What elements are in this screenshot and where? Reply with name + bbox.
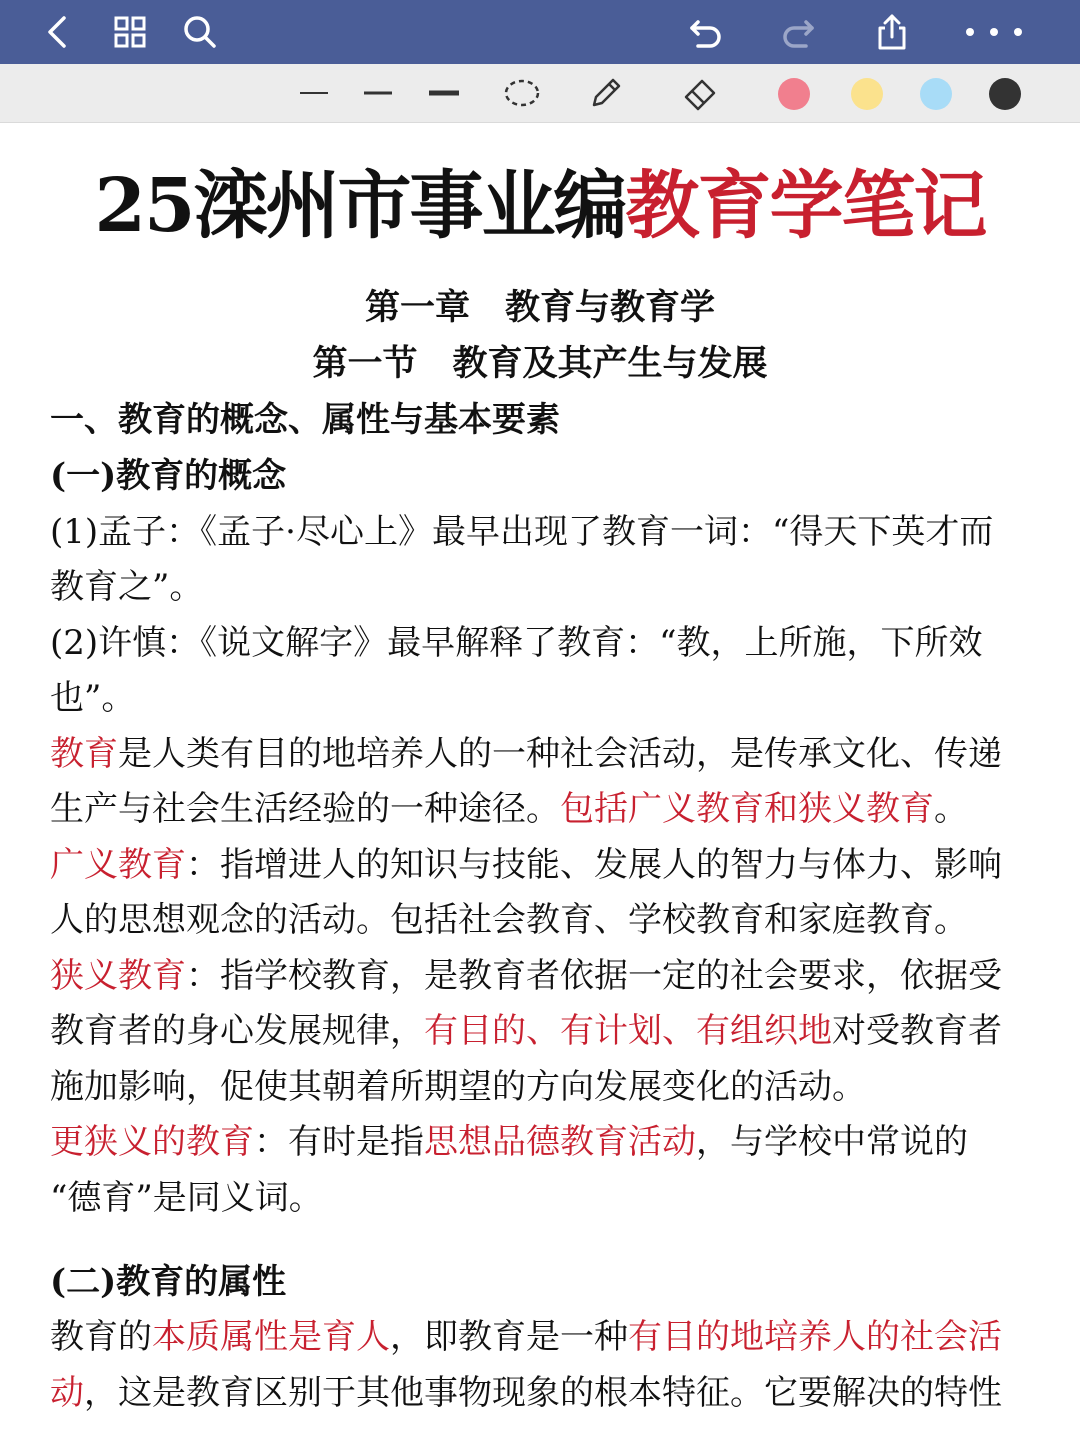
term-narrow-education: 狭义教育 (50, 956, 186, 996)
definition-highlight: 思想品德教育活动 (424, 1122, 696, 1162)
paragraph-attribute-line1 (50, 1315, 1002, 1359)
pink-color-swatch[interactable] (778, 78, 810, 110)
paragraph-narrow-line3: 施加影响，促使其朝着所期望的方向发展变化的活动。 (50, 1067, 866, 1107)
thin-line-icon[interactable] (294, 73, 334, 113)
heading-concept-attributes: 一、教育的概念、属性与基本要素 (50, 400, 560, 440)
heading-concept: (一)教育的概念 (50, 456, 287, 496)
paragraph-definition-line1 (50, 732, 1002, 776)
heading-attributes: (二)教育的属性 (50, 1262, 287, 1302)
document-title (0, 163, 1080, 249)
paragraph-xushen-line1: (2)许慎：《说文解字》最早解释了教育：“教，上所施，下所效 (50, 623, 983, 663)
paragraph-narrow-line1 (50, 954, 1002, 998)
definition-highlight: 有目的地培养人的社会活 (628, 1317, 1002, 1357)
yellow-color-swatch[interactable] (851, 78, 883, 110)
top-navigation-bar (0, 0, 1080, 64)
document-page (0, 122, 1080, 1443)
paragraph-mencius-line2: 教育之”。 (50, 567, 204, 607)
paragraph-narrower-line2: “德育”是同义词。 (50, 1178, 323, 1218)
definition-text: 教育者的身心发展规律， (50, 1011, 424, 1051)
definition-text: 生产与社会生活经验的一种途径。 (50, 789, 560, 829)
more-icon[interactable] (960, 8, 1032, 56)
paragraph-broad-line1 (50, 843, 1002, 887)
paragraph-definition-line2 (50, 787, 968, 831)
medium-line-icon[interactable] (358, 73, 398, 113)
term-broad-education: 广义教育 (50, 845, 186, 885)
redo-icon[interactable] (774, 8, 822, 56)
grid-icon[interactable] (106, 8, 154, 56)
term-education: 教育 (50, 734, 118, 774)
definition-text: 。 (934, 789, 968, 829)
search-icon[interactable] (176, 8, 224, 56)
paragraph-attribute-line2 (50, 1371, 1002, 1415)
paragraph-xushen-line2: 也”。 (50, 678, 136, 718)
drawing-toolbar (0, 64, 1080, 123)
eraser-icon[interactable] (680, 73, 720, 113)
definition-text: ，这是教育区别于其他事物现象的根本特征。它要解决的特性 (84, 1373, 1002, 1413)
paragraph-mencius-line1: (1)孟子：《孟子·尽心上》最早出现了教育一词：“得天下英才而 (50, 512, 994, 552)
title-prefix: 25滦州市事业编 (94, 163, 626, 249)
term-narrower-education: 更狭义的教育 (50, 1122, 254, 1162)
definition-text: ，即教育是一种 (390, 1317, 628, 1357)
lasso-icon[interactable] (502, 73, 542, 113)
definition-highlight: 有目的、有计划、有组织地 (424, 1011, 832, 1051)
paragraph-narrower-line1 (50, 1120, 968, 1164)
definition-text: ：指增进人的知识与技能、发展人的智力与体力、影响 (186, 845, 1002, 885)
definition-text: ：有时是指 (254, 1122, 424, 1162)
definition-text: ，与学校中常说的 (696, 1122, 968, 1162)
back-icon[interactable] (34, 8, 82, 56)
share-icon[interactable] (868, 8, 916, 56)
definition-highlight: 动 (50, 1373, 84, 1413)
blue-color-swatch[interactable] (920, 78, 952, 110)
chapter-heading: 第一章 教育与教育学 (364, 287, 715, 328)
black-color-swatch[interactable] (989, 78, 1021, 110)
definition-text: ：指学校教育，是教育者依据一定的社会要求，依据受 (186, 956, 1002, 996)
paragraph-broad-line2: 人的思想观念的活动。包括社会教育、学校教育和家庭教育。 (50, 900, 968, 940)
title-highlight: 教育学笔记 (625, 163, 986, 249)
definition-text: 教育的 (50, 1317, 152, 1357)
pencil-icon[interactable] (586, 73, 626, 113)
thick-line-icon[interactable] (424, 73, 464, 113)
definition-text: 是人类有目的地培养人的一种社会活动，是传承文化、传递 (118, 734, 1002, 774)
definition-highlight: 本质属性是育人 (152, 1317, 390, 1357)
undo-icon[interactable] (682, 8, 730, 56)
section-heading: 第一节 教育及其产生与发展 (312, 343, 768, 384)
definition-highlight: 包括广义教育和狭义教育 (560, 789, 934, 829)
definition-text: 对受教育者 (832, 1011, 1002, 1051)
paragraph-narrow-line2 (50, 1009, 1002, 1053)
